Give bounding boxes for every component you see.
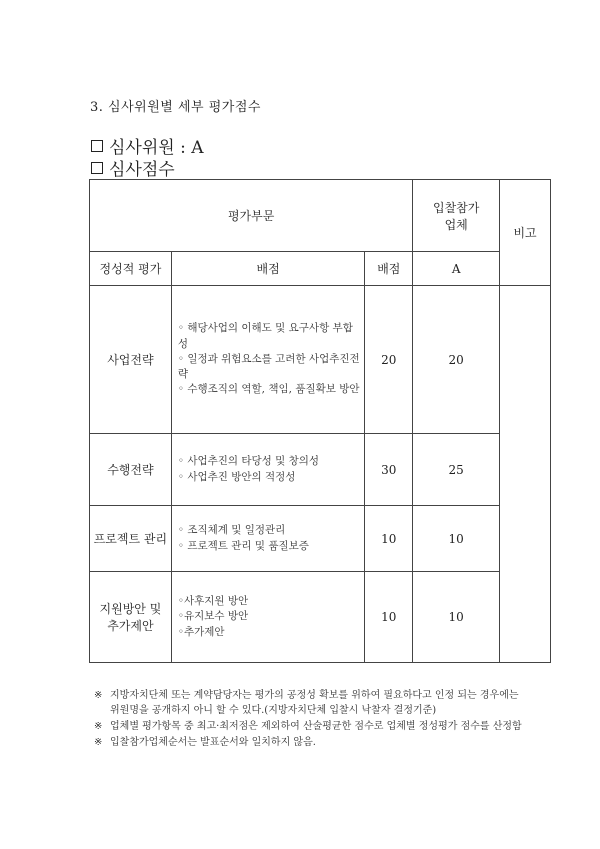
header-bidder [413,180,500,252]
row-score: 25 [413,434,500,506]
checklist-label: 심사위원 : A [109,138,204,158]
criteria-item: ◦ 해당사업의 이해도 및 요구사항 부합성 [177,322,353,350]
criteria-item: ◦ 프로젝트 관리 및 품질보증 [177,539,309,552]
row-points: 10 [365,506,413,572]
row-points: 30 [365,434,413,506]
header-bidder-line1: 입찰참가 [432,200,480,215]
row-name: 수행전략 [90,434,172,506]
checklist-label: 심사점수 [109,160,175,180]
row-score: 10 [413,506,500,572]
row-score: 20 [413,286,500,434]
section-title: 3. 심사위원별 세부 평가점수 [90,100,261,115]
criteria-item: ◦사후지원 방안 [177,595,249,608]
row-score: 10 [413,572,500,663]
table-row [90,286,551,434]
header-bidder-a: A [413,252,500,286]
criteria-item: ◦ 수행조직의 역할, 책임, 품질확보 방안 [177,383,360,396]
row-points: 10 [365,572,413,663]
header-bidder-line2: 업체 [444,217,468,232]
footnote-mark: ※ [94,721,103,732]
row-criteria [171,506,365,572]
footnote [94,735,524,750]
checklist-item-scores [91,155,175,180]
criteria-item: ◦추가제안 [177,625,225,638]
footnotes [94,688,524,751]
row-criteria [171,286,365,434]
checkbox-icon [91,140,103,152]
criteria-item: ◦ 사업추진 방안의 적정성 [177,470,296,483]
row-name-line2: 추가제안 [107,619,154,633]
row-name [90,572,172,663]
criteria-item: ◦유지보수 방안 [177,610,249,623]
header-qualitative: 정성적 평가 [90,252,172,286]
header-criteria: 배점 [171,252,365,286]
criteria-item: ◦ 사업추진의 타당성 및 창의성 [177,455,320,468]
criteria-item: ◦ 조직체계 및 일정관리 [177,524,286,537]
footnote [94,719,524,734]
table-row [90,572,551,663]
row-name: 프로젝트 관리 [90,506,172,572]
table-row [90,506,551,572]
row-points: 20 [365,286,413,434]
row-criteria [171,434,365,506]
criteria-item: ◦ 일정과 위험요소를 고려한 사업추진전략 [177,352,360,381]
table-row [90,434,551,506]
row-remark [500,286,551,663]
row-name-line1: 지원방안 및 [99,602,162,616]
row-criteria [171,572,365,663]
footnote-text: 지방자치단체 또는 계약담당자는 평가의 공정성 확보를 위하여 필요하다고 인정 되는 경우에는 위원명을 공개하지 아니 할 수 있다.(지방자치단체 입찰시 낙찰자 결정기준) [110,690,519,716]
row-name: 사업전략 [90,286,172,434]
score-table [89,179,551,663]
header-points: 배점 [365,252,413,286]
header-remark: 비고 [500,180,551,286]
footnote [94,688,524,718]
footnote-mark: ※ [94,690,103,701]
header-category: 평가부문 [90,180,413,252]
footnote-mark: ※ [94,737,103,748]
footnote-text: 입찰참가업체순서는 발표순서와 일치하지 않음. [110,737,316,748]
footnote-text: 업체별 평가항목 중 최고·최저점은 제외하여 산술평균한 점수로 업체별 정성평가 점수를 산정함 [110,721,522,732]
checkbox-icon [91,162,103,174]
